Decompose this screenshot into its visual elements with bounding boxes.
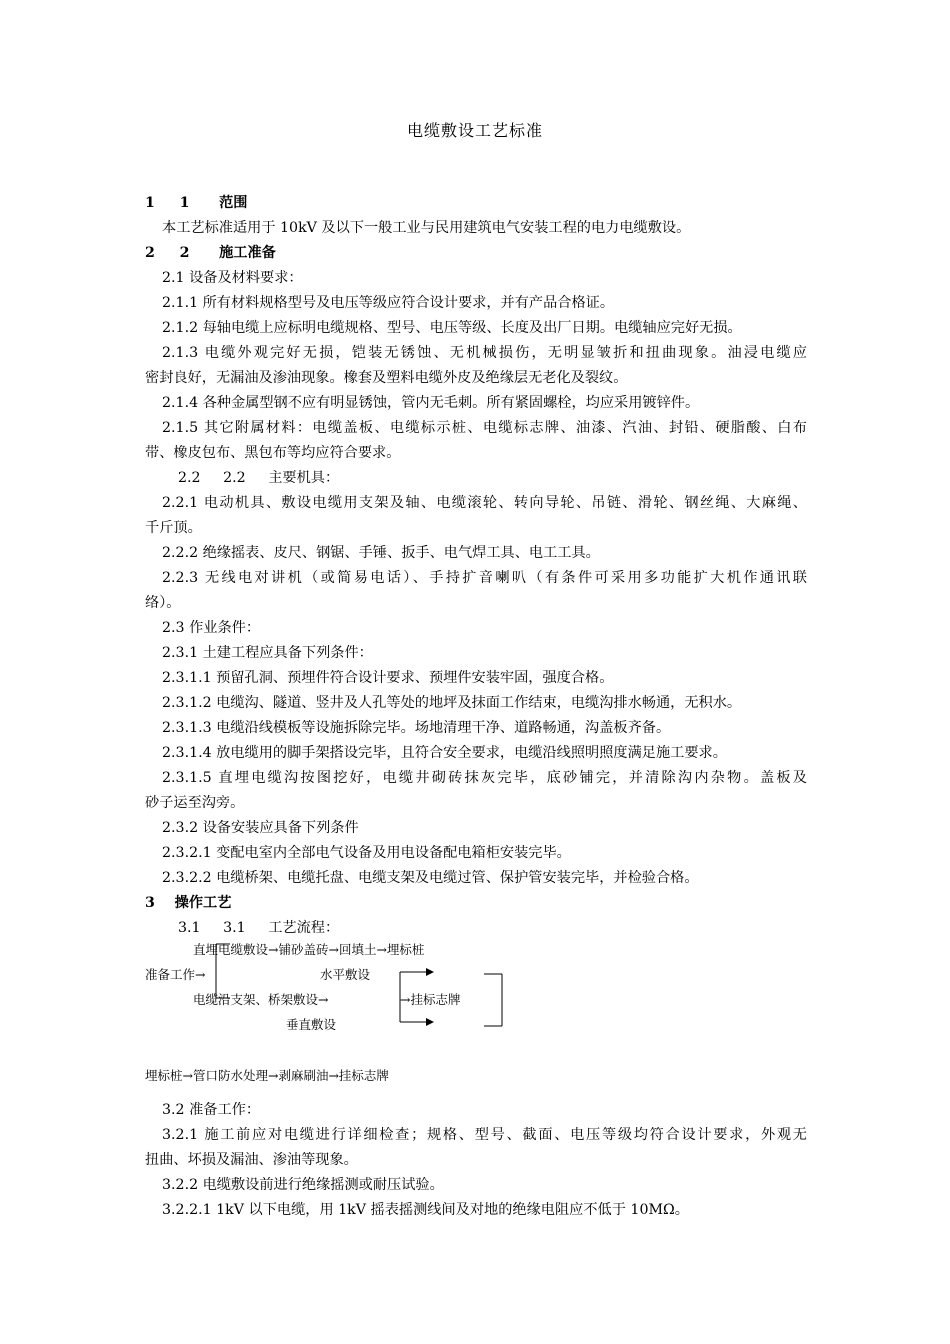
item-2-3-1-5-line1: 2.3.1.5 直埋电缆沟按图挖好，电缆井砌砖抹灰完毕，底砂铺完，并清除沟内杂物。盖板及 xyxy=(162,770,807,786)
flow-horizontal-node: 水平敷设 xyxy=(320,967,371,982)
item-2-2-1-line2: 千斤顶。 xyxy=(145,520,202,536)
item-2-1-5-line2: 带、橡皮包布、黑包布等均应符合要求。 xyxy=(145,445,401,461)
item-2-2-2: 2.2.2 绝缘摇表、皮尺、钢锯、手锤、扳手、电气焊工具、电工工具。 xyxy=(162,545,600,561)
item-2-2: 2.2 2.2 主要机具： xyxy=(178,470,340,486)
item-2-1: 2.1 设备及材料要求： xyxy=(162,270,303,286)
item-3-1: 3.1 3.1 工艺流程： xyxy=(178,920,340,936)
item-2-1-2: 2.1.2 每轴电缆上应标明电缆规格、型号、电压等级、长度及出厂日期。电缆轴应完好无损。 xyxy=(162,320,742,336)
flow-direct-burial-row: 直埋电缆敷设→铺砂盖砖→回填土→埋标桩 xyxy=(193,942,425,957)
flow-bridge-row: 电缆沿支架、桥架敷设→ xyxy=(193,992,329,1007)
item-3-2: 3.2 准备工作： xyxy=(162,1102,261,1118)
item-2-3-1-4: 2.3.1.4 放电缆用的脚手架搭设完毕，且符合安全要求，电缆沿线照明照度满足施工要求。 xyxy=(162,745,727,761)
item-3-2-2: 3.2.2 电缆敷设前进行绝缘摇测或耐压试验。 xyxy=(162,1177,444,1193)
item-2-3-1-2: 2.3.1.2 电缆沟、隧道、竖井及人孔等处的地坪及抹面工作结束，电缆沟排水畅通，无积水。 xyxy=(162,695,742,711)
flow-prep-node: 准备工作→ xyxy=(145,967,206,982)
item-3-2-1-line2: 扭曲、坏损及漏油、渗油等现象。 xyxy=(145,1152,358,1168)
item-2-1-1: 2.1.1 所有材料规格型号及电压等级应符合设计要求，并有产品合格证。 xyxy=(162,295,615,311)
item-2-1-3-line1: 2.1.3 电缆外观完好无损，铠装无锈蚀、无机械损伤，无明显皱折和扭曲现象。油浸电缆应 xyxy=(162,345,807,361)
item-3-2-1-line1: 3.2.1 施工前应对电缆进行详细检查；规格、型号、截面、电压等级均符合设计要求，外观无 xyxy=(162,1127,807,1143)
page-title: 电缆敷设工艺标准 xyxy=(406,121,543,140)
section-1-heading: 1 1 范围 xyxy=(145,195,248,211)
item-2-3-2: 2.3.2 设备安装应具备下列条件 xyxy=(162,820,359,836)
item-2-3-1-1: 2.3.1.1 预留孔洞、预埋件符合设计要求、预埋件安装牢固，强度合格。 xyxy=(162,670,614,686)
item-2-1-4: 2.1.4 各种金属型钢不应有明显锈蚀，管内无毛刺。所有紧固螺栓，均应采用镀锌件。 xyxy=(162,395,700,411)
item-2-1-5-line1: 2.1.5 其它附属材料：电缆盖板、电缆标示桩、电缆标志牌、油漆、汽油、封铅、硬脂酸、白布 xyxy=(162,420,807,436)
paragraph-scope: 本工艺标准适用于 10kV 及以下一般工业与民用建筑电气安装工程的电力电缆敷设。 xyxy=(162,220,691,236)
flow-hang-tag-node: →挂标志牌 xyxy=(400,992,461,1007)
section-3-heading: 3 操作工艺 xyxy=(145,895,232,911)
item-2-3-2-1: 2.3.2.1 变配电室内全部电气设备及用电设备配电箱柜安装完毕。 xyxy=(162,845,571,861)
item-2-1-3-line2: 密封良好，无漏油及渗油现象。橡套及塑料电缆外皮及绝缘层无老化及裂纹。 xyxy=(145,370,628,386)
item-3-2-2-1: 3.2.2.1 1kV 以下电缆，用 1kV 摇表摇测线间及对地的绝缘电阻应不低于 10MΩ。 xyxy=(162,1202,689,1218)
item-2-2-1-line1: 2.2.1 电动机具、敷设电缆用支架及轴、电缆滚轮、转向导轮、吊链、滑轮、钢丝绳、大麻绳、 xyxy=(162,495,807,511)
item-2-3: 2.3 作业条件： xyxy=(162,620,261,636)
item-2-3-1-3: 2.3.1.3 电缆沿线模板等设施拆除完毕。场地清理干净、道路畅通，沟盖板齐备。 xyxy=(162,720,671,736)
section-2-heading: 2 2 施工准备 xyxy=(145,245,276,261)
item-2-3-1-5-line2: 砂子运至沟旁。 xyxy=(145,795,245,811)
item-2-3-1: 2.3.1 土建工程应具备下列条件： xyxy=(162,645,373,661)
item-2-2-3-line1: 2.2.3 无线电对讲机（或简易电话）、手持扩音喇叭（有条件可采用多功能扩大机作通讯联 xyxy=(162,570,807,586)
flow-bottom-row: 埋标桩→管口防水处理→剥麻刷油→挂标志牌 xyxy=(145,1068,389,1083)
item-2-3-2-2: 2.3.2.2 电缆桥架、电缆托盘、电缆支架及电缆过管、保护管安装完毕，并检验合格。 xyxy=(162,870,699,886)
flow-vertical-node: 垂直敷设 xyxy=(286,1017,337,1032)
item-2-2-3-line2: 络）。 xyxy=(145,595,181,611)
